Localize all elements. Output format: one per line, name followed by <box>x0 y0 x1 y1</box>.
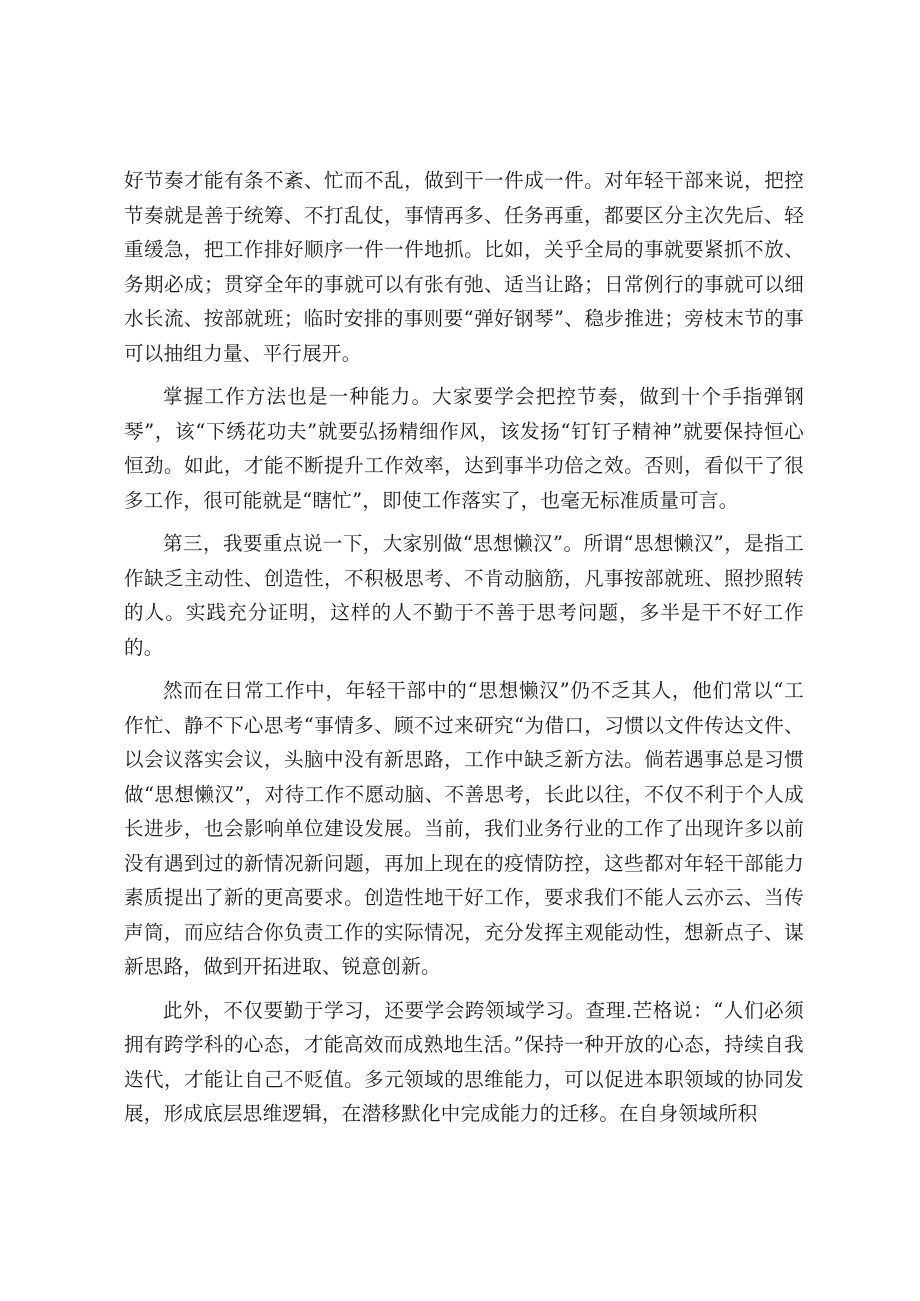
paragraph-work-method: 掌握工作方法也是一种能力。大家要学会把控节奏，做到十个手指弹钢琴”，该“下绣花功夫”就要弘扬精细作风，该发扬“钉钉子精神”就要保持恒心恒劲。如此，才能不断提升工作效率，达到事半功倍之效。否则，看似干了很多工作，很可能就是“瞎忙”，即使工作落实了，也毫无标准质量可言。 <box>124 385 804 512</box>
paragraph-thinking-lazy: 第三，我要重点说一下，大家别做“思想懒汉”。所谓“思想懒汉”，是指工作缺乏主动性、创造性，不积极思考、不肯动脑筋，凡事按部就班、照抄照转的人。实践充分证明，这样的人不勤于不善于思考问题，多半是干不好工作的。 <box>124 532 804 659</box>
document-body <box>124 164 804 1132</box>
paragraph-cross-domain: 此外，不仅要勤于学习，还要学会跨领域学习。查理.芒格说：“人们必须拥有跨学科的心态，才能高效而成熟地生活。”保持一种开放的心态，持续自我迭代，才能让自己不贬值。多元领域的思维能力，可以促进本职领域的协同发展，形成底层思维逻辑，在潜移默化中完成能力的迁移。在自身领域所积 <box>124 998 804 1125</box>
paragraph-continuation: 好节奏才能有条不紊、忙而不乱，做到干一件成一件。对年轻干部来说，把控节奏就是善于统筹、不打乱仗，事情再多、任务再重，都要区分主次先后、轻重缓急，把工作排好顺序一件一件地抓。比如，关乎全局的事就要紧抓不放、务期必成；贯穿全年的事就可以有张有弛、适当让路；日常例行的事就可以细水长流、按部就班；临时安排的事则要“弹好钢琴”、稳步推进；旁枝末节的事可以抽组力量、平行展开。 <box>124 169 804 365</box>
paragraph-daily-work: 然而在日常工作中，年轻干部中的“思想懒汉”仍不乏其人，他们常以“工作忙、静不下心思考“事情多、顾不过来研究“为借口，习惯以文件传达文件、以会议落实会议，头脑中没有新思路，工作中缺乏新方法。倘若遇事总是习惯做“思想懒汉”，对待工作不愿动脑、不善思考，长此以往，不仅不利于个人成长进步，也会影响单位建设发展。当前，我们业务行业的工作了出现许多以前没有遇到过的新情况新问题，再加上现在的疫情防控，这些都对年轻干部能力素质提出了新的更高要求。创造性地干好工作，要求我们不能人云亦云、当传声筒，而应结合你负责工作的实际情况，充分发挥主观能动性，想新点子、谋新思路，做到开拓进取、锐意创新。 <box>124 679 804 978</box>
